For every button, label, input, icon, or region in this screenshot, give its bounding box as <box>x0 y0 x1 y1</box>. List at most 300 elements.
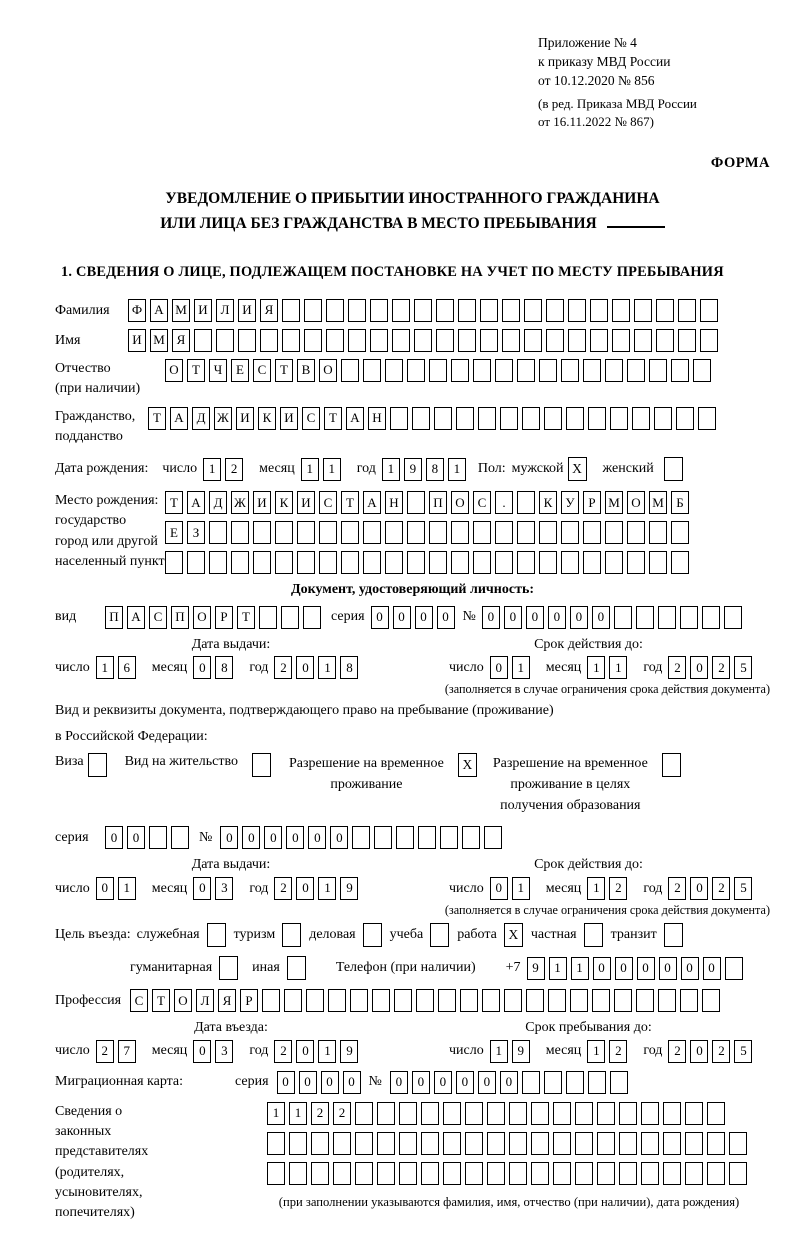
char-cell[interactable] <box>632 407 650 430</box>
char-cell[interactable] <box>656 329 674 352</box>
month-cell[interactable]: 2 <box>609 877 627 900</box>
char-cell[interactable] <box>216 329 234 352</box>
day-cell[interactable]: 1 <box>203 458 221 481</box>
char-cell[interactable] <box>566 407 584 430</box>
char-cell[interactable] <box>729 1132 747 1155</box>
char-cell[interactable] <box>700 299 718 322</box>
char-cell[interactable] <box>231 551 249 574</box>
char-cell[interactable] <box>392 299 410 322</box>
char-cell[interactable] <box>348 299 366 322</box>
residence-permit-checkbox[interactable] <box>252 753 271 777</box>
year-cell[interactable]: 0 <box>690 877 708 900</box>
char-cell[interactable] <box>282 329 300 352</box>
char-cell[interactable] <box>394 989 412 1012</box>
char-cell[interactable] <box>149 826 167 849</box>
month-cell[interactable]: 1 <box>301 458 319 481</box>
char-cell[interactable] <box>544 1071 562 1094</box>
char-cell[interactable]: Н <box>385 491 403 514</box>
char-cell[interactable]: 0 <box>437 606 455 629</box>
char-cell[interactable] <box>429 359 447 382</box>
char-cell[interactable] <box>407 551 425 574</box>
char-cell[interactable] <box>478 407 496 430</box>
char-cell[interactable] <box>517 491 535 514</box>
char-cell[interactable] <box>619 1162 637 1185</box>
char-cell[interactable] <box>281 606 299 629</box>
char-cell[interactable] <box>522 407 540 430</box>
char-cell[interactable] <box>267 1132 285 1155</box>
char-cell[interactable]: 0 <box>299 1071 317 1094</box>
char-cell[interactable]: 1 <box>549 957 567 980</box>
char-cell[interactable]: О <box>627 491 645 514</box>
char-cell[interactable] <box>539 359 557 382</box>
char-cell[interactable] <box>267 1162 285 1185</box>
char-cell[interactable] <box>693 359 711 382</box>
char-cell[interactable]: 0 <box>343 1071 361 1094</box>
char-cell[interactable] <box>495 551 513 574</box>
char-cell[interactable] <box>434 407 452 430</box>
char-cell[interactable] <box>517 359 535 382</box>
char-cell[interactable]: И <box>280 407 298 430</box>
char-cell[interactable] <box>553 1132 571 1155</box>
char-cell[interactable]: В <box>297 359 315 382</box>
char-cell[interactable]: 0 <box>478 1071 496 1094</box>
char-cell[interactable]: 0 <box>393 606 411 629</box>
purpose-humanitarian-checkbox[interactable] <box>219 956 238 980</box>
char-cell[interactable] <box>482 989 500 1012</box>
char-cell[interactable]: Т <box>187 359 205 382</box>
char-cell[interactable] <box>495 359 513 382</box>
char-cell[interactable]: . <box>495 491 513 514</box>
day-cell[interactable]: 1 <box>512 877 530 900</box>
char-cell[interactable]: З <box>187 521 205 544</box>
char-cell[interactable] <box>597 1162 615 1185</box>
char-cell[interactable] <box>350 989 368 1012</box>
char-cell[interactable] <box>678 329 696 352</box>
char-cell[interactable] <box>458 329 476 352</box>
char-cell[interactable] <box>352 826 370 849</box>
char-cell[interactable] <box>297 551 315 574</box>
purpose-tourism-checkbox[interactable] <box>282 923 301 947</box>
char-cell[interactable] <box>297 521 315 544</box>
day-cell[interactable]: 1 <box>490 1040 508 1063</box>
char-cell[interactable] <box>698 407 716 430</box>
char-cell[interactable]: Т <box>165 491 183 514</box>
char-cell[interactable]: 0 <box>390 1071 408 1094</box>
purpose-study-checkbox[interactable] <box>430 923 449 947</box>
char-cell[interactable] <box>436 329 454 352</box>
char-cell[interactable] <box>526 989 544 1012</box>
char-cell[interactable] <box>605 551 623 574</box>
year-cell[interactable]: 2 <box>712 877 730 900</box>
char-cell[interactable] <box>421 1132 439 1155</box>
char-cell[interactable] <box>524 299 542 322</box>
char-cell[interactable] <box>568 299 586 322</box>
char-cell[interactable]: А <box>363 491 381 514</box>
char-cell[interactable] <box>678 299 696 322</box>
char-cell[interactable] <box>377 1102 395 1125</box>
char-cell[interactable] <box>656 299 674 322</box>
char-cell[interactable] <box>458 299 476 322</box>
year-cell[interactable]: 1 <box>318 1040 336 1063</box>
char-cell[interactable] <box>418 826 436 849</box>
char-cell[interactable]: 0 <box>277 1071 295 1094</box>
char-cell[interactable] <box>504 989 522 1012</box>
char-cell[interactable] <box>566 1071 584 1094</box>
char-cell[interactable] <box>561 521 579 544</box>
month-cell[interactable]: 8 <box>215 656 233 679</box>
year-cell[interactable]: 0 <box>296 656 314 679</box>
char-cell[interactable] <box>480 299 498 322</box>
char-cell[interactable] <box>561 359 579 382</box>
char-cell[interactable] <box>610 407 628 430</box>
char-cell[interactable]: С <box>473 491 491 514</box>
char-cell[interactable] <box>583 551 601 574</box>
char-cell[interactable]: Ф <box>128 299 146 322</box>
char-cell[interactable] <box>275 521 293 544</box>
char-cell[interactable] <box>187 551 205 574</box>
char-cell[interactable]: 0 <box>286 826 304 849</box>
char-cell[interactable] <box>649 521 667 544</box>
month-cell[interactable]: 1 <box>587 877 605 900</box>
char-cell[interactable]: 0 <box>321 1071 339 1094</box>
char-cell[interactable]: И <box>128 329 146 352</box>
year-cell[interactable]: 1 <box>448 458 466 481</box>
temp-residence-checkbox[interactable]: X <box>458 753 477 777</box>
char-cell[interactable] <box>568 329 586 352</box>
char-cell[interactable]: С <box>253 359 271 382</box>
char-cell[interactable] <box>443 1102 461 1125</box>
year-cell[interactable]: 0 <box>690 1040 708 1063</box>
char-cell[interactable]: Т <box>324 407 342 430</box>
char-cell[interactable] <box>348 329 366 352</box>
char-cell[interactable]: О <box>165 359 183 382</box>
char-cell[interactable] <box>355 1132 373 1155</box>
char-cell[interactable] <box>372 989 390 1012</box>
char-cell[interactable] <box>597 1102 615 1125</box>
char-cell[interactable] <box>238 329 256 352</box>
char-cell[interactable] <box>590 329 608 352</box>
char-cell[interactable] <box>328 989 346 1012</box>
month-cell[interactable]: 3 <box>215 1040 233 1063</box>
char-cell[interactable]: 0 <box>570 606 588 629</box>
char-cell[interactable]: Д <box>192 407 210 430</box>
purpose-other-checkbox[interactable] <box>287 956 306 980</box>
char-cell[interactable] <box>539 551 557 574</box>
year-cell[interactable]: 0 <box>296 877 314 900</box>
char-cell[interactable]: Ж <box>231 491 249 514</box>
char-cell[interactable] <box>597 1132 615 1155</box>
char-cell[interactable]: П <box>429 491 447 514</box>
char-cell[interactable]: С <box>302 407 320 430</box>
char-cell[interactable]: М <box>150 329 168 352</box>
char-cell[interactable]: Д <box>209 491 227 514</box>
char-cell[interactable]: 0 <box>504 606 522 629</box>
char-cell[interactable] <box>390 407 408 430</box>
char-cell[interactable]: Ч <box>209 359 227 382</box>
purpose-commercial-checkbox[interactable] <box>363 923 382 947</box>
day-cell[interactable]: 1 <box>96 656 114 679</box>
char-cell[interactable] <box>341 551 359 574</box>
char-cell[interactable] <box>649 551 667 574</box>
char-cell[interactable]: 0 <box>242 826 260 849</box>
char-cell[interactable]: И <box>194 299 212 322</box>
char-cell[interactable] <box>370 329 388 352</box>
char-cell[interactable] <box>588 407 606 430</box>
char-cell[interactable] <box>702 989 720 1012</box>
char-cell[interactable] <box>680 989 698 1012</box>
month-cell[interactable]: 3 <box>215 877 233 900</box>
char-cell[interactable] <box>171 826 189 849</box>
char-cell[interactable] <box>480 329 498 352</box>
char-cell[interactable]: 0 <box>548 606 566 629</box>
char-cell[interactable] <box>570 989 588 1012</box>
char-cell[interactable] <box>440 826 458 849</box>
char-cell[interactable] <box>436 299 454 322</box>
char-cell[interactable]: 0 <box>593 957 611 980</box>
sex-female-checkbox[interactable] <box>664 457 683 481</box>
char-cell[interactable] <box>634 329 652 352</box>
char-cell[interactable]: 0 <box>220 826 238 849</box>
visa-checkbox[interactable] <box>88 753 107 777</box>
char-cell[interactable] <box>289 1162 307 1185</box>
char-cell[interactable]: 0 <box>637 957 655 980</box>
char-cell[interactable]: С <box>130 989 148 1012</box>
sex-male-checkbox[interactable]: X <box>568 457 587 481</box>
char-cell[interactable] <box>531 1162 549 1185</box>
char-cell[interactable]: 0 <box>615 957 633 980</box>
char-cell[interactable] <box>355 1162 373 1185</box>
char-cell[interactable] <box>487 1132 505 1155</box>
char-cell[interactable] <box>680 606 698 629</box>
month-cell[interactable]: 1 <box>323 458 341 481</box>
char-cell[interactable] <box>451 359 469 382</box>
char-cell[interactable]: 0 <box>703 957 721 980</box>
char-cell[interactable] <box>363 521 381 544</box>
char-cell[interactable] <box>636 989 654 1012</box>
char-cell[interactable] <box>399 1162 417 1185</box>
char-cell[interactable]: 0 <box>526 606 544 629</box>
year-cell[interactable]: 8 <box>426 458 444 481</box>
char-cell[interactable] <box>641 1162 659 1185</box>
char-cell[interactable]: О <box>174 989 192 1012</box>
char-cell[interactable] <box>502 299 520 322</box>
char-cell[interactable]: 1 <box>289 1102 307 1125</box>
char-cell[interactable] <box>685 1162 703 1185</box>
char-cell[interactable] <box>451 551 469 574</box>
month-cell[interactable]: 1 <box>587 656 605 679</box>
char-cell[interactable] <box>377 1162 395 1185</box>
char-cell[interactable] <box>707 1102 725 1125</box>
char-cell[interactable] <box>407 521 425 544</box>
char-cell[interactable] <box>671 521 689 544</box>
char-cell[interactable] <box>676 407 694 430</box>
char-cell[interactable] <box>641 1102 659 1125</box>
year-cell[interactable]: 2 <box>668 1040 686 1063</box>
char-cell[interactable] <box>326 299 344 322</box>
char-cell[interactable] <box>590 299 608 322</box>
char-cell[interactable] <box>553 1102 571 1125</box>
purpose-business-checkbox[interactable] <box>207 923 226 947</box>
char-cell[interactable]: П <box>105 606 123 629</box>
char-cell[interactable] <box>282 299 300 322</box>
char-cell[interactable] <box>465 1132 483 1155</box>
char-cell[interactable] <box>575 1102 593 1125</box>
char-cell[interactable] <box>495 521 513 544</box>
char-cell[interactable] <box>374 826 392 849</box>
char-cell[interactable] <box>412 407 430 430</box>
char-cell[interactable]: 0 <box>264 826 282 849</box>
char-cell[interactable] <box>399 1132 417 1155</box>
char-cell[interactable] <box>465 1162 483 1185</box>
year-cell[interactable]: 2 <box>668 877 686 900</box>
year-cell[interactable]: 2 <box>712 1040 730 1063</box>
char-cell[interactable] <box>465 1102 483 1125</box>
char-cell[interactable] <box>194 329 212 352</box>
char-cell[interactable] <box>522 1071 540 1094</box>
char-cell[interactable] <box>385 359 403 382</box>
char-cell[interactable]: И <box>236 407 254 430</box>
char-cell[interactable]: Н <box>368 407 386 430</box>
char-cell[interactable] <box>438 989 456 1012</box>
day-cell[interactable]: 2 <box>96 1040 114 1063</box>
char-cell[interactable] <box>333 1162 351 1185</box>
char-cell[interactable] <box>636 606 654 629</box>
year-cell[interactable]: 5 <box>734 877 752 900</box>
year-cell[interactable]: 1 <box>318 656 336 679</box>
char-cell[interactable]: К <box>275 491 293 514</box>
char-cell[interactable]: Т <box>275 359 293 382</box>
char-cell[interactable] <box>385 551 403 574</box>
char-cell[interactable] <box>588 1071 606 1094</box>
year-cell[interactable]: 2 <box>274 656 292 679</box>
char-cell[interactable] <box>456 407 474 430</box>
char-cell[interactable] <box>592 989 610 1012</box>
char-cell[interactable] <box>539 521 557 544</box>
month-cell[interactable]: 1 <box>609 656 627 679</box>
char-cell[interactable]: 0 <box>681 957 699 980</box>
char-cell[interactable] <box>724 606 742 629</box>
char-cell[interactable] <box>306 989 324 1012</box>
year-cell[interactable]: 9 <box>340 877 358 900</box>
char-cell[interactable] <box>619 1102 637 1125</box>
char-cell[interactable] <box>429 521 447 544</box>
year-cell[interactable]: 2 <box>668 656 686 679</box>
char-cell[interactable]: А <box>127 606 145 629</box>
char-cell[interactable] <box>311 1162 329 1185</box>
char-cell[interactable]: С <box>319 491 337 514</box>
char-cell[interactable]: Т <box>237 606 255 629</box>
char-cell[interactable] <box>546 299 564 322</box>
year-cell[interactable]: 9 <box>404 458 422 481</box>
char-cell[interactable]: О <box>451 491 469 514</box>
char-cell[interactable] <box>443 1162 461 1185</box>
char-cell[interactable]: 0 <box>371 606 389 629</box>
char-cell[interactable]: 0 <box>482 606 500 629</box>
char-cell[interactable] <box>414 329 432 352</box>
char-cell[interactable] <box>451 521 469 544</box>
year-cell[interactable]: 0 <box>296 1040 314 1063</box>
char-cell[interactable] <box>583 359 601 382</box>
char-cell[interactable]: 0 <box>330 826 348 849</box>
char-cell[interactable] <box>284 989 302 1012</box>
char-cell[interactable]: М <box>172 299 190 322</box>
char-cell[interactable] <box>259 606 277 629</box>
char-cell[interactable] <box>311 1132 329 1155</box>
char-cell[interactable]: 2 <box>333 1102 351 1125</box>
char-cell[interactable] <box>612 299 630 322</box>
char-cell[interactable] <box>421 1162 439 1185</box>
char-cell[interactable]: Л <box>196 989 214 1012</box>
char-cell[interactable]: И <box>253 491 271 514</box>
month-cell[interactable]: 0 <box>193 877 211 900</box>
char-cell[interactable] <box>509 1162 527 1185</box>
char-cell[interactable] <box>396 826 414 849</box>
char-cell[interactable]: Т <box>148 407 166 430</box>
char-cell[interactable]: Я <box>260 299 278 322</box>
char-cell[interactable] <box>663 1162 681 1185</box>
year-cell[interactable]: 8 <box>340 656 358 679</box>
char-cell[interactable] <box>619 1132 637 1155</box>
char-cell[interactable] <box>641 1132 659 1155</box>
year-cell[interactable]: 2 <box>712 656 730 679</box>
year-cell[interactable]: 5 <box>734 1040 752 1063</box>
char-cell[interactable] <box>165 551 183 574</box>
char-cell[interactable] <box>407 359 425 382</box>
char-cell[interactable] <box>729 1162 747 1185</box>
char-cell[interactable] <box>473 551 491 574</box>
char-cell[interactable]: С <box>149 606 167 629</box>
char-cell[interactable]: К <box>539 491 557 514</box>
char-cell[interactable]: И <box>238 299 256 322</box>
char-cell[interactable] <box>260 329 278 352</box>
month-cell[interactable]: 0 <box>193 1040 211 1063</box>
month-cell[interactable]: 0 <box>193 656 211 679</box>
char-cell[interactable] <box>685 1132 703 1155</box>
char-cell[interactable] <box>304 329 322 352</box>
char-cell[interactable] <box>605 521 623 544</box>
char-cell[interactable] <box>416 989 434 1012</box>
char-cell[interactable] <box>663 1132 681 1155</box>
char-cell[interactable]: Б <box>671 491 689 514</box>
char-cell[interactable] <box>473 359 491 382</box>
year-cell[interactable]: 9 <box>340 1040 358 1063</box>
char-cell[interactable] <box>275 551 293 574</box>
char-cell[interactable] <box>253 521 271 544</box>
char-cell[interactable]: Ж <box>214 407 232 430</box>
char-cell[interactable] <box>289 1132 307 1155</box>
char-cell[interactable] <box>627 521 645 544</box>
char-cell[interactable] <box>544 407 562 430</box>
char-cell[interactable] <box>702 606 720 629</box>
char-cell[interactable] <box>509 1102 527 1125</box>
day-cell[interactable]: 0 <box>96 877 114 900</box>
char-cell[interactable] <box>399 1102 417 1125</box>
char-cell[interactable] <box>614 989 632 1012</box>
char-cell[interactable] <box>671 551 689 574</box>
char-cell[interactable] <box>231 521 249 544</box>
char-cell[interactable] <box>385 521 403 544</box>
month-cell[interactable]: 1 <box>587 1040 605 1063</box>
char-cell[interactable]: Р <box>240 989 258 1012</box>
day-cell[interactable]: 1 <box>118 877 136 900</box>
char-cell[interactable] <box>209 551 227 574</box>
char-cell[interactable] <box>460 989 478 1012</box>
char-cell[interactable]: 1 <box>571 957 589 980</box>
char-cell[interactable] <box>583 521 601 544</box>
char-cell[interactable] <box>561 551 579 574</box>
char-cell[interactable]: П <box>171 606 189 629</box>
char-cell[interactable]: А <box>150 299 168 322</box>
